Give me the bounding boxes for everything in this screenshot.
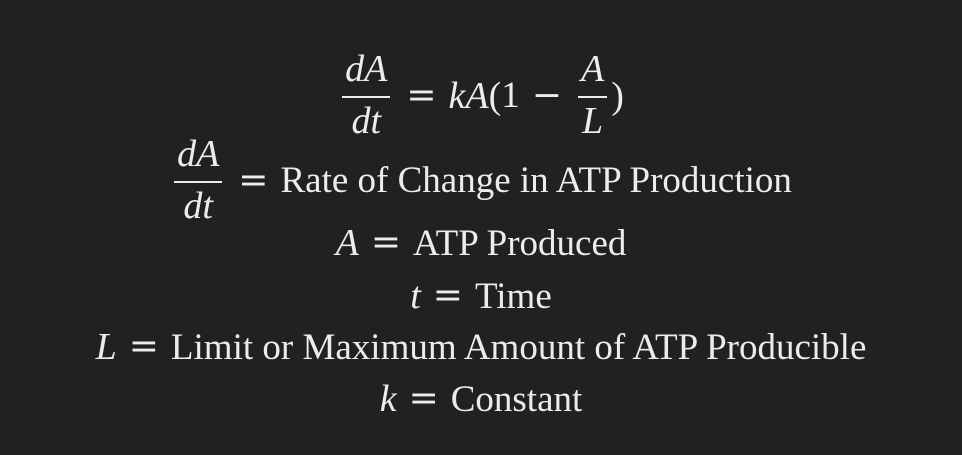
equals-sign: = [432,275,463,316]
ratio-fraction [578,50,607,142]
open-parenthesis: ( [488,74,502,117]
symbol-a: A [335,222,359,264]
symbol-l: L [95,326,117,368]
equals-sign: = [128,326,159,367]
equals-sign: = [406,74,437,116]
fraction-bar [174,181,222,183]
definition-rate [0,135,962,227]
derivative-fraction [342,50,390,142]
main-equation [0,50,962,142]
definition-constant [0,380,962,418]
derivative-numerator: dA [177,133,220,175]
symbol-k: k [379,378,397,420]
equals-sign: = [370,222,401,263]
definition-text: Time [474,275,552,317]
definition-limit [0,328,962,366]
variable-a: A [465,74,489,117]
definition-atp-produced [0,224,962,262]
definition-time [0,277,962,315]
fraction-bar [342,96,390,98]
derivative-denominator: dt [183,184,213,227]
definition-text: Rate of Change in ATP Production [280,160,792,202]
derivative-numerator: dA [345,48,388,90]
minus-sign: − [531,74,562,116]
definition-text: Constant [450,378,583,420]
ratio-denominator: L [582,99,604,142]
derivative-fraction [174,135,222,227]
derivative-denominator: dt [351,99,382,142]
equals-sign: = [238,159,269,201]
number-one: 1 [501,75,520,117]
definition-text: ATP Produced [412,222,627,264]
symbol-t: t [410,275,421,317]
equals-sign: = [408,378,439,419]
ratio-numerator: A [580,48,605,90]
close-parenthesis: ) [611,74,624,117]
constant-k: k [448,74,466,117]
fraction-bar [578,96,607,98]
definition-text: Limit or Maximum Amount of ATP Producible [170,326,867,368]
